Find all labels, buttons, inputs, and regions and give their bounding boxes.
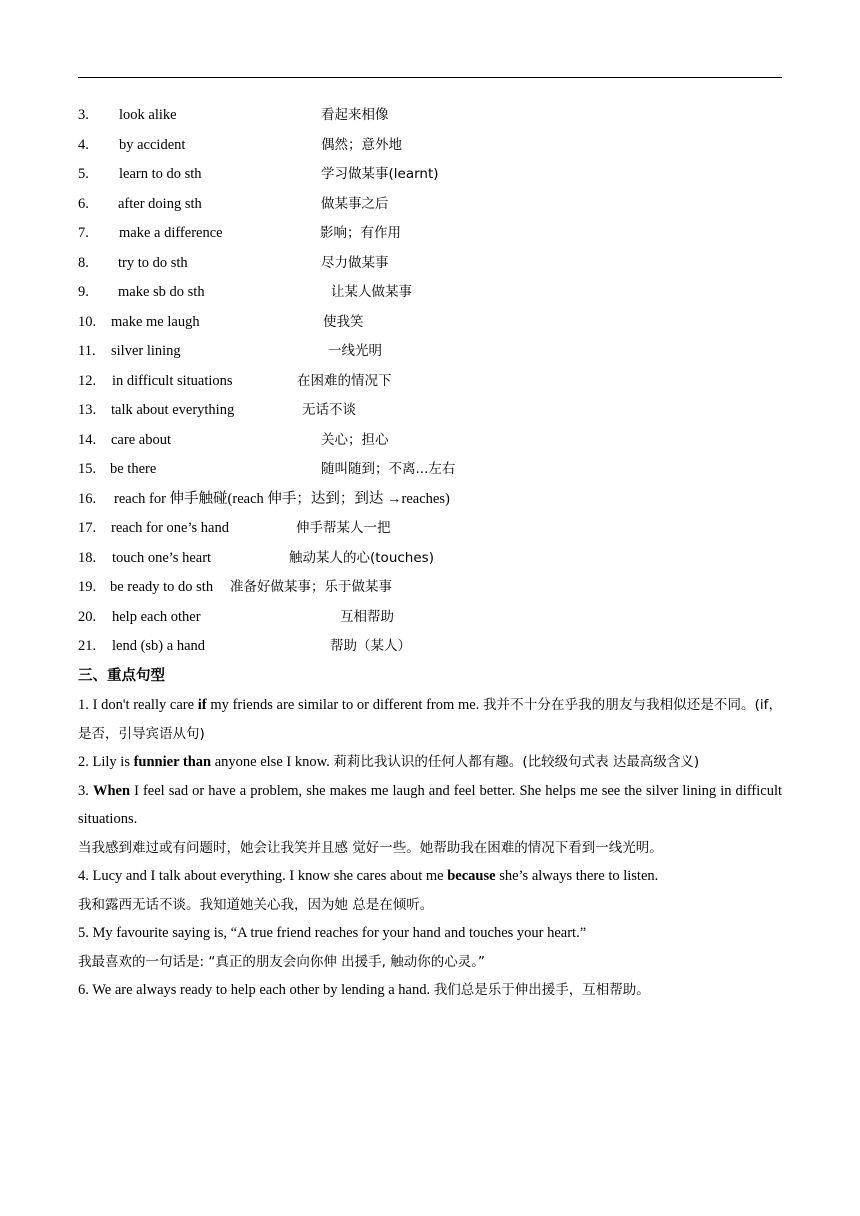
phrase-english: touch one’s heart — [112, 549, 212, 566]
header-rule — [78, 77, 782, 78]
phrase-item — [78, 632, 782, 662]
phrase-number: 5. — [78, 166, 89, 182]
phrase-item — [78, 544, 782, 574]
phrase-item — [78, 455, 782, 485]
sentence-6 — [78, 976, 782, 1005]
sentence-1-translation: 我并不十分在乎我的朋友与我相似还是不同。(if，是否，引导宾语从句) — [78, 697, 782, 742]
phrase-chinese: 随叫随到；不离...左右 — [321, 461, 456, 477]
phrase-chinese: 伸手帮某人一把 — [296, 520, 391, 536]
phrase-english: be there — [110, 461, 157, 477]
phrase-item — [78, 249, 782, 279]
sentence-3-keyword: When — [92, 782, 131, 799]
phrase-english: reach for 伸手触碰(reach 伸手；达到；到达 →reaches) — [114, 490, 450, 507]
phrase-number: 4. — [78, 136, 89, 153]
phrase-english: make a difference — [119, 225, 223, 241]
phrase-english: make sb do sth — [118, 284, 205, 300]
sentence-3-rest: I feel sad or have a problem, she makes me laugh and feel better. She helps me see the silver lining in difficult situations. — [78, 782, 782, 827]
phrase-english: look alike — [119, 107, 177, 123]
sentence-6-text: 6. We are always ready to help each other by lending a hand. — [78, 982, 434, 998]
phrase-item — [78, 426, 782, 456]
phrase-chinese: 使我笑 — [323, 313, 364, 330]
phrase-item — [78, 278, 782, 308]
phrase-number: 20. — [78, 608, 97, 625]
phrase-item — [78, 101, 782, 131]
phrase-item — [78, 308, 782, 338]
sentence-6-translation: 我们总是乐于伸出援手，互相帮助。 — [433, 982, 650, 998]
phrase-english: learn to do sth — [119, 166, 202, 182]
phrase-number: 3. — [78, 107, 89, 123]
phrase-chinese: 看起来相像 — [321, 107, 389, 123]
phrase-number: 10. — [78, 313, 97, 330]
phrase-english: silver lining — [111, 343, 181, 359]
phrase-number: 18. — [78, 549, 97, 566]
phrase-chinese: 帮助（某人） — [330, 638, 411, 654]
sentence-5: 5. My favourite saying is, “A true friend reaches for your hand and touches your heart.” — [78, 925, 587, 941]
phrase-item — [78, 514, 782, 544]
phrase-chinese: 互相帮助 — [340, 608, 394, 625]
sentence-3 — [78, 777, 782, 834]
phrase-english: care about — [111, 431, 171, 448]
phrase-item — [78, 603, 782, 633]
sentence-2-keyword: funnier than — [133, 754, 212, 770]
phrase-number: 16. — [78, 490, 97, 507]
phrase-item — [78, 131, 782, 161]
phrase-english: be ready to do sth — [110, 579, 214, 595]
phrase-number: 15. — [78, 461, 97, 477]
phrase-chinese: 关心；担心 — [321, 431, 389, 448]
sentence-1-rest: my friends are similar to or different from me. — [206, 697, 484, 713]
phrase-item — [78, 367, 782, 397]
sentence-3-translation: 当我感到难过或有问题时，她会让我笑并且感 觉好一些。她帮助我在困难的情况下看到一线光明。 — [78, 839, 663, 856]
phrase-english: reach for one’s hand — [111, 520, 229, 536]
sentence-1-keyword: if — [197, 697, 207, 713]
phrase-chinese: 影响；有作用 — [320, 225, 401, 241]
phrase-chinese: 在困难的情况下 — [297, 372, 392, 389]
phrase-number: 17. — [78, 520, 97, 536]
phrase-chinese: 让某人做某事 — [331, 284, 412, 300]
phrase-chinese: 做某事之后 — [321, 195, 389, 212]
sentence-4-translation: 我和露西无话不谈。我知道她关心我，因为她 总是在倾听。 — [78, 896, 434, 913]
phrase-item — [78, 396, 782, 426]
sentence-4 — [78, 862, 782, 891]
phrase-english: by accident — [119, 136, 186, 153]
phrase-item — [78, 190, 782, 220]
phrase-item — [78, 573, 782, 603]
sentence-4-text: 4. Lucy and I talk about everything. I know she cares about me — [78, 868, 448, 884]
phrase-english: try to do sth — [118, 254, 188, 271]
phrase-list — [78, 101, 782, 662]
phrase-chinese: 准备好做某事；乐于做某事 — [230, 579, 392, 595]
phrase-english: in difficult situations — [112, 372, 233, 389]
phrase-chinese: 无话不谈 — [302, 402, 356, 418]
phrase-chinese: 偶然；意外地 — [321, 136, 402, 153]
sentence-5-translation: 我最喜欢的一句话是: “真正的朋友会向你伸 出援手, 触动你的心灵。” — [78, 953, 485, 970]
phrase-item — [78, 485, 782, 515]
phrase-number: 19. — [78, 579, 97, 595]
phrase-item — [78, 219, 782, 249]
phrase-item — [78, 337, 782, 367]
sentence-1-text: 1. I don't really care — [78, 697, 198, 713]
phrase-number: 12. — [78, 372, 97, 389]
sentence-2-text: 2. Lily is — [78, 754, 134, 770]
sentence-2 — [78, 748, 782, 777]
phrase-number: 8. — [78, 254, 89, 271]
sentence-3-text: 3. — [78, 782, 93, 799]
phrase-chinese: 触动某人的心(touches) — [289, 549, 434, 566]
phrase-number: 9. — [78, 284, 89, 300]
sentence-2-rest: anyone else I know. — [211, 754, 334, 770]
section-heading: 三、重点句型 — [78, 667, 165, 684]
phrase-english: make me laugh — [111, 313, 200, 330]
phrase-english: lend (sb) a hand — [112, 638, 206, 654]
phrase-number: 13. — [78, 402, 97, 418]
phrase-number: 11. — [78, 343, 96, 359]
phrase-english: help each other — [112, 608, 201, 625]
document-body — [78, 101, 782, 1005]
phrase-chinese: 一线光明 — [328, 343, 382, 359]
sentence-2-translation: 莉莉比我认识的任何人都有趣。(比较级句式表 达最高级含义) — [333, 754, 700, 770]
phrase-number: 14. — [78, 431, 97, 448]
phrase-number: 7. — [78, 225, 89, 241]
phrase-number: 6. — [78, 195, 89, 212]
phrase-english: after doing sth — [118, 195, 202, 212]
sentence-4-rest: she’s always there to listen. — [495, 868, 659, 884]
phrase-chinese: 尽力做某事 — [321, 254, 389, 271]
phrase-item — [78, 160, 782, 190]
phrase-english: talk about everything — [111, 402, 235, 418]
phrase-chinese: 学习做某事(learnt) — [321, 166, 439, 182]
sentence-4-keyword: because — [447, 868, 496, 884]
sentence-1 — [78, 691, 782, 748]
phrase-number: 21. — [78, 638, 97, 654]
